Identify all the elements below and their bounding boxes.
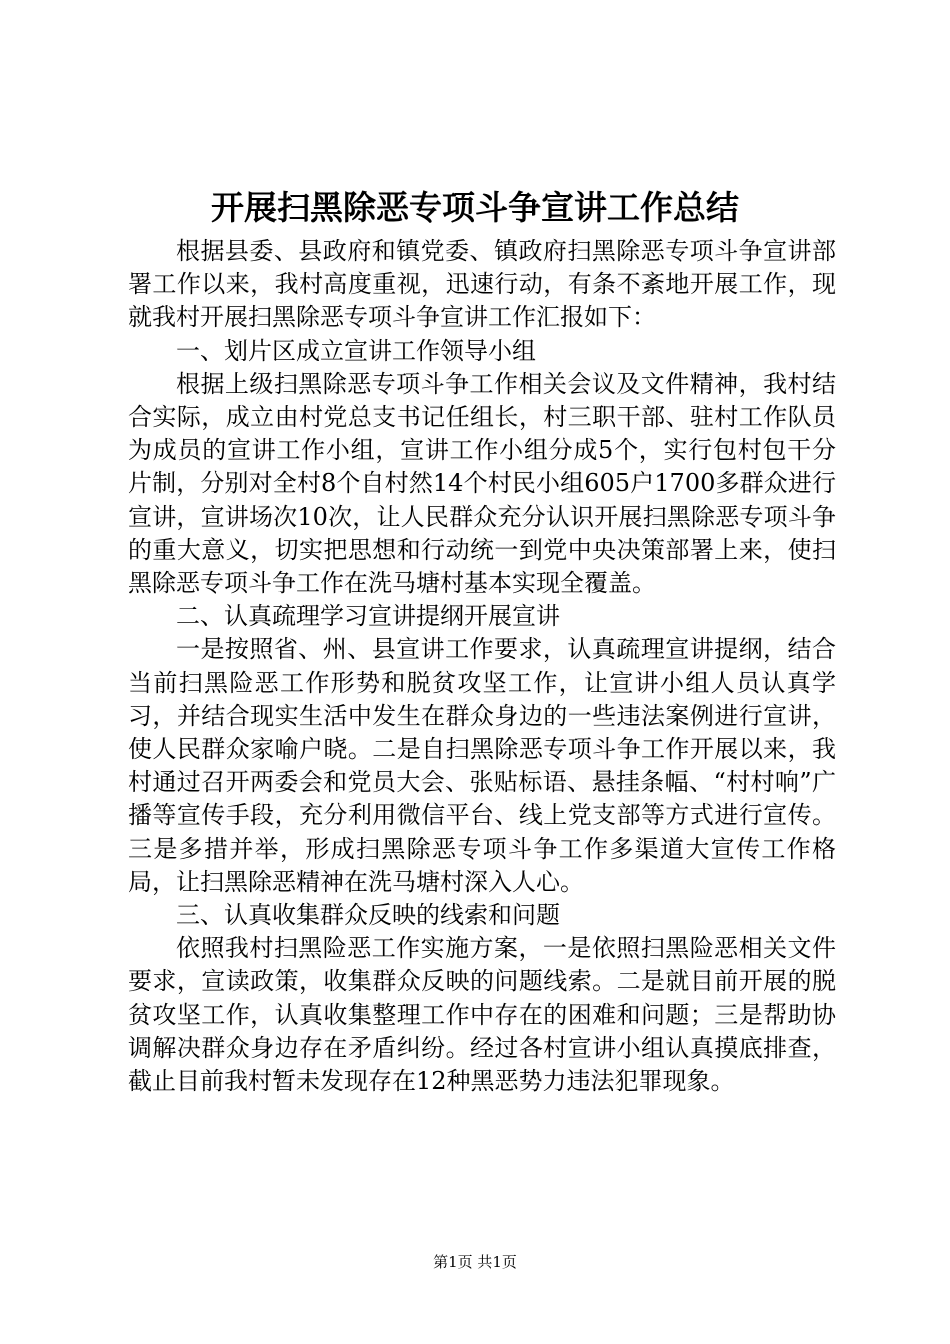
document-body	[128, 235, 836, 1098]
section-body-1: 根据上级扫黑除恶专项斗争工作相关会议及文件精神，我村结合实际，成立由村党总支书记任组长，村三职干部、驻村工作队员为成员的宣讲工作小组，宣讲工作小组分成5个，实行包村包干分片制，分别对全村8个自村然14个村民小组605户1700多群众进行宣讲，宣讲场次10次，让人民群众充分认识开展扫黑除恶专项斗争的重大意义，切实把思想和行动统一到党中央决策部署上来，使扫黑除恶专项斗争工作在洗马塘村基本实现全覆盖。	[128, 369, 836, 598]
section-heading-2: 二、认真疏理学习宣讲提纲开展宣讲	[176, 602, 560, 631]
intro-paragraph: 根据县委、县政府和镇党委、镇政府扫黑除恶专项斗争宣讲部署工作以来，我村高度重视，迅速行动，有条不紊地开展工作，现就我村开展扫黑除恶专项斗争宣讲工作汇报如下：	[128, 237, 836, 332]
section-heading-1: 一、划片区成立宣讲工作领导小组	[176, 336, 536, 365]
page-number-footer: 第1页 共1页	[433, 1253, 517, 1271]
section-heading-3: 三、认真收集群众反映的线索和问题	[176, 901, 560, 930]
document-title: 开展扫黑除恶专项斗争宣讲工作总结	[211, 188, 739, 227]
section-body-3: 依照我村扫黑险恶工作实施方案，一是依照扫黑险恶相关文件要求，宣读政策，收集群众反映的问题线索。二是就目前开展的脱贫攻坚工作，认真收集整理工作中存在的困难和问题；三是帮助协调解决群众身边存在矛盾纠纷。经过各村宣讲小组认真摸底排查，截止目前我村暂未发现存在12种黑恶势力违法犯罪现象。	[128, 934, 836, 1096]
section-body-2: 一是按照省、州、县宣讲工作要求，认真疏理宣讲提纲，结合当前扫黑险恶工作形势和脱贫攻坚工作，让宣讲小组人员认真学习，并结合现实生活中发生在群众身边的一些违法案例进行宣讲，使人民群众家喻户晓。二是自扫黑除恶专项斗争工作开展以来，我村通过召开两委会和党员大会、张贴标语、悬挂条幅、“村村响”广播等宣传手段，充分利用微信平台、线上党支部等方式进行宣传。三是多措并举，形成扫黑除恶专项斗争工作多渠道大宣传工作格局，让扫黑除恶精神在洗马塘村深入人心。	[128, 635, 836, 896]
